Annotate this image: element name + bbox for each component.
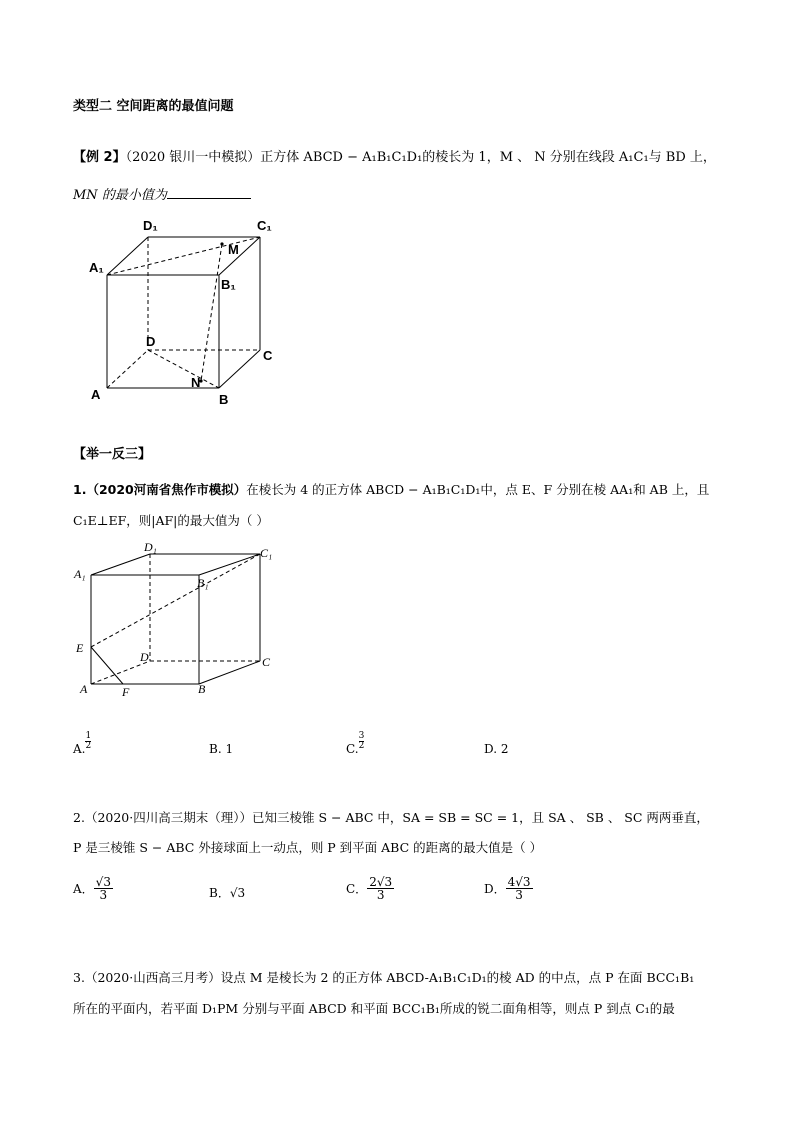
q3-text-1: 设点 M 是棱长为 2 的正方体 ABCD-A₁B₁C₁D₁的棱 AD 的中点，点 P 在面 BCC₁B₁: [220, 970, 695, 985]
label-b1: B₁: [221, 277, 236, 292]
q2-option-b[interactable]: B．√3: [209, 886, 246, 900]
label-e: E: [76, 641, 84, 655]
label-a: A: [80, 682, 88, 696]
example-text-2: MN 的最小值为: [73, 188, 167, 203]
q2-option-d-fraction: $\frac{4√3}{3}$: [507, 875, 531, 902]
q2-number: 2.: [73, 810, 85, 825]
label-m: M: [228, 242, 239, 257]
answer-blank: [167, 186, 251, 199]
q1-option-c-fraction: $\frac{3}{2}$: [358, 731, 365, 751]
q3-line-2: 所在的平面内，若平面 D₁PM 分别与平面 ABCD 和平面 BCC₁B₁所成的锐二面角相等，则点 P 到点 C₁的最: [73, 1001, 675, 1016]
label-c: C: [262, 655, 271, 669]
example-cube-figure: [85, 210, 285, 410]
q3-source: （2020·山西高三月考）: [84, 970, 221, 985]
label-b1: B₁: [197, 576, 209, 590]
label-d: D: [146, 334, 156, 349]
q1-option-c[interactable]: C. $\frac{3}{2}$: [346, 731, 365, 756]
label-c1: C₁: [260, 546, 273, 560]
label-b: B: [219, 392, 229, 407]
label-a1: A₁: [89, 260, 104, 275]
example-line-1: [73, 146, 716, 165]
q1-cube-figure: [72, 535, 287, 705]
q1-text-1: 在棱长为 4 的正方体 ABCD − A₁B₁C₁D₁中，点 E、F 分别在棱 AA₁和 AB 上，且: [246, 482, 710, 497]
q2-option-d[interactable]: D． $\frac{4√3}{3}$: [484, 875, 531, 902]
example-source: （2020 银川一中模拟）: [125, 150, 261, 165]
q1-source: （2020河南省焦作市模拟）: [86, 482, 247, 497]
section-title: 类型二 空间距离的最值问题: [73, 99, 234, 114]
q2-option-a-fraction: $\frac{√3}{3}$: [95, 875, 111, 902]
label-f: F: [122, 685, 130, 699]
q1-option-a[interactable]: A. $\frac{1}{2}$: [73, 731, 92, 756]
q3-number: 3.: [73, 970, 85, 985]
q2-option-c-fraction: $\frac{2√3}{3}$: [369, 875, 393, 902]
example-tag: 【例 2】: [73, 150, 126, 165]
example-text-1: 正方体 ABCD − A₁B₁C₁D₁的棱长为 1，M 、 N 分别在线段 A₁C₁与 BD 上，: [260, 150, 716, 165]
label-a1: A₁: [74, 567, 86, 581]
label-a: A: [91, 387, 101, 402]
q2-text-1: 已知三棱锥 S − ABC 中，SA = SB = SC = 1，且 SA 、 SB 、 SC 两两垂直，: [251, 810, 709, 825]
q1-option-a-fraction: $\frac{1}{2}$: [85, 731, 92, 751]
q1-line-2: C₁E⊥EF，则|AF|的最大值为（ ）: [73, 513, 269, 528]
q1-line-1: [73, 480, 709, 498]
q2-option-c[interactable]: C． $\frac{2√3}{3}$: [346, 875, 393, 902]
label-d: D: [140, 650, 149, 664]
q1-option-d[interactable]: D. 2: [484, 742, 509, 756]
q2-line-2: P 是三棱锥 S − ABC 外接球面上一动点，则 P 到平面 ABC 的距离的最大值是（ ）: [73, 840, 543, 855]
q2-option-a[interactable]: A． $\frac{√3}{3}$: [73, 875, 111, 902]
label-c1: C₁: [257, 218, 272, 233]
q2-line-1: [73, 808, 709, 826]
label-b: B: [198, 682, 206, 696]
label-c: C: [263, 348, 273, 363]
label-d1: D₁: [144, 540, 157, 554]
q3-line-1: [73, 968, 694, 986]
q1-number: 1.: [73, 482, 87, 497]
q2-source: （2020·四川高三期末（理））: [84, 810, 252, 825]
example-line-2: [73, 184, 251, 203]
label-d1: D₁: [143, 218, 158, 233]
q1-option-b[interactable]: B. 1: [209, 742, 234, 756]
label-n: N: [191, 375, 201, 390]
practice-heading: 【举一反三】: [73, 447, 152, 462]
